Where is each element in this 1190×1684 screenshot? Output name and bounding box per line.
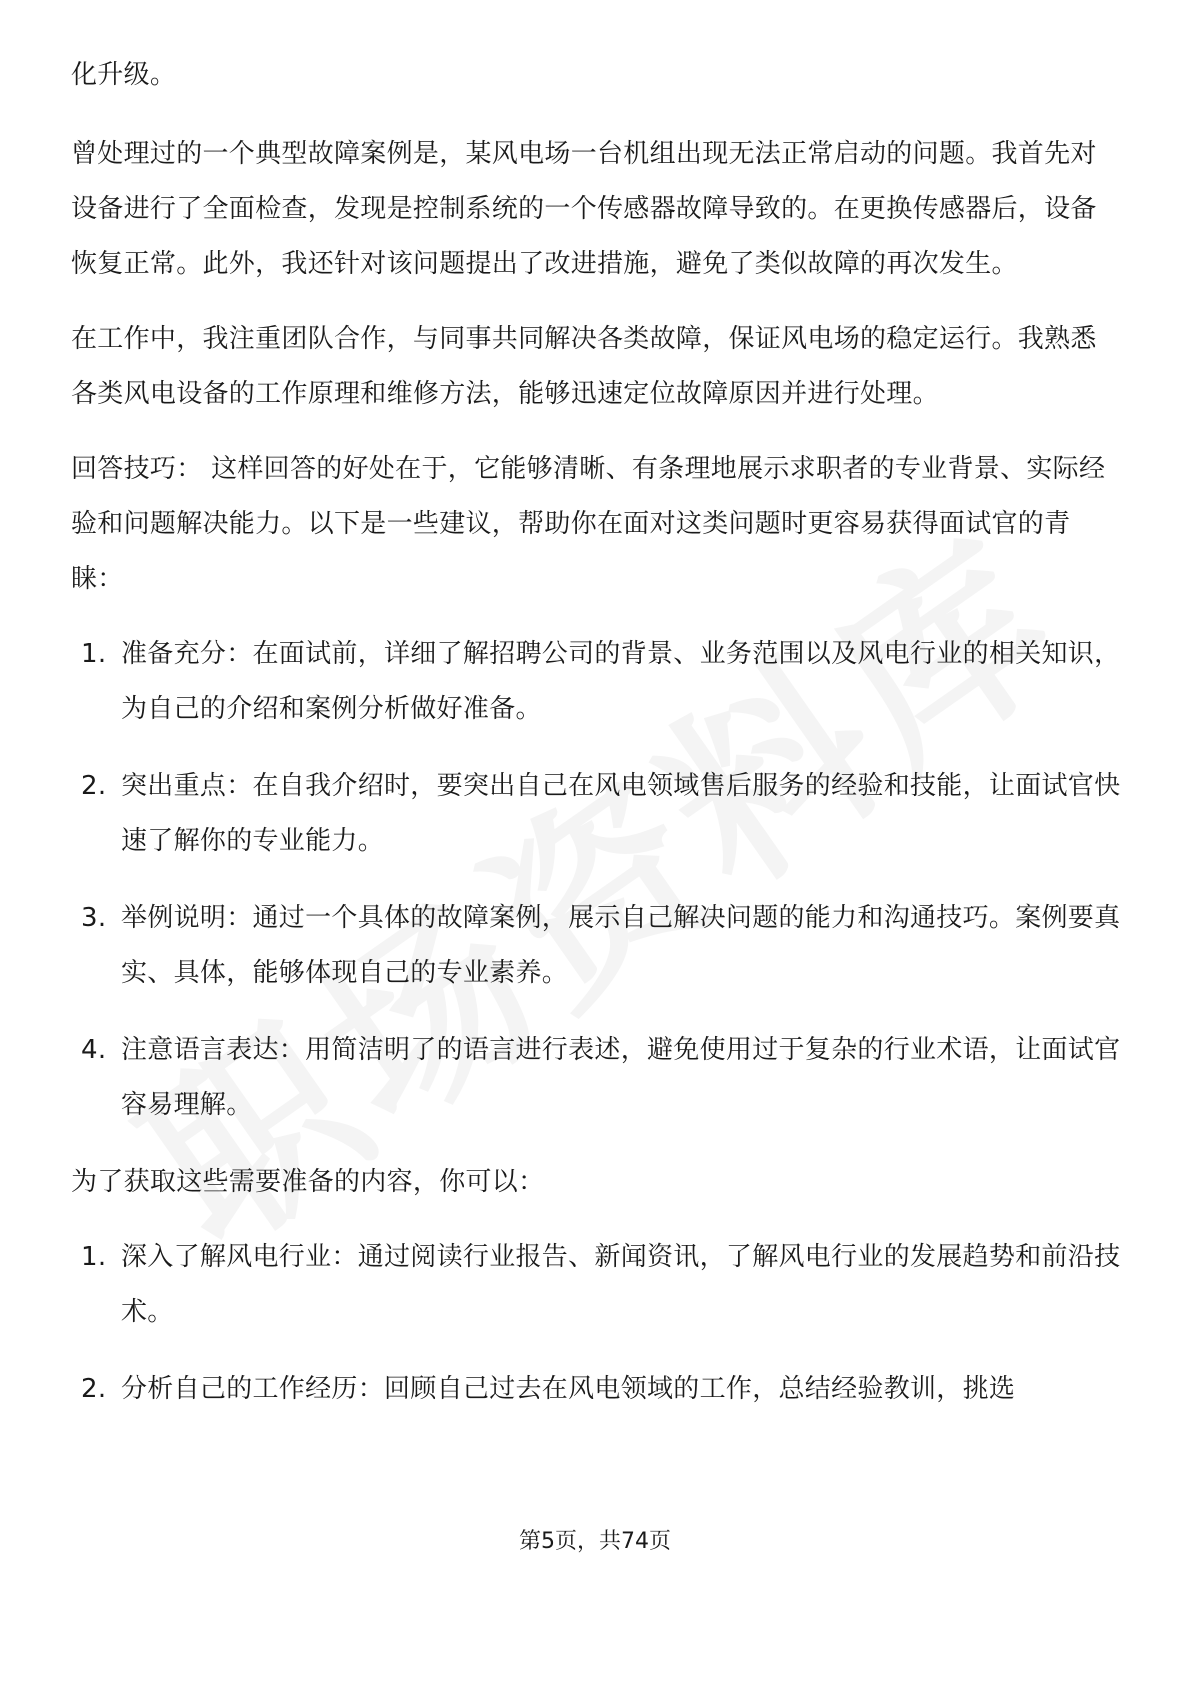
list-number: 1. bbox=[81, 1242, 107, 1272]
list-number: 1. bbox=[81, 639, 107, 669]
list-item bbox=[71, 891, 1121, 1001]
list-number: 2. bbox=[81, 771, 107, 801]
list-text: 注意语言表达：用简洁明了的语言进行表述，避免使用过于复杂的行业术语，让面试官容易理解。 bbox=[121, 1035, 1121, 1120]
list-item bbox=[71, 759, 1121, 869]
list-item bbox=[71, 1230, 1121, 1340]
document-body bbox=[71, 48, 1121, 1439]
tips-list bbox=[71, 627, 1121, 1133]
paragraph-continuation: 化升级。 bbox=[71, 60, 177, 90]
list-number: 4. bbox=[81, 1035, 107, 1065]
list-text: 举例说明：通过一个具体的故障案例，展示自己解决问题的能力和沟通技巧。案例要真实、具体，能够体现自己的专业素养。 bbox=[121, 903, 1121, 988]
paragraph-answer-tips: 回答技巧： 这样回答的好处在于，它能够清晰、有条理地展示求职者的专业背景、实际经验和问题解决能力。以下是一些建议，帮助你在面对这类问题时更容易获得面试官的青睐： bbox=[71, 454, 1106, 594]
list-text: 准备充分：在面试前，详细了解招聘公司的背景、业务范围以及风电行业的相关知识，为自己的介绍和案例分析做好准备。 bbox=[121, 639, 1121, 724]
list-item bbox=[71, 1023, 1121, 1133]
paragraph-fault-case: 曾处理过的一个典型故障案例是，某风电场一台机组出现无法正常启动的问题。我首先对设备进行了全面检查，发现是控制系统的一个传感器故障导致的。在更换传感器后，设备恢复正常。此外，我还针对该问题提出了改进措施，避免了类似故障的再次发生。 bbox=[71, 139, 1097, 279]
list-number: 2. bbox=[81, 1374, 107, 1404]
list-text: 分析自己的工作经历：回顾自己过去在风电领域的工作，总结经验教训，挑选 bbox=[121, 1374, 1016, 1404]
page-footer: 第5页，共74页 bbox=[519, 1529, 671, 1554]
list-item bbox=[71, 1362, 1121, 1417]
list-item bbox=[71, 627, 1121, 737]
list-text: 突出重点：在自我介绍时，要突出自己在风电领域售后服务的经验和技能，让面试官快速了解你的专业能力。 bbox=[121, 771, 1121, 856]
paragraph-teamwork: 在工作中，我注重团队合作，与同事共同解决各类故障，保证风电场的稳定运行。我熟悉各类风电设备的工作原理和维修方法，能够迅速定位故障原因并进行处理。 bbox=[71, 324, 1097, 409]
paragraph-prep-intro: 为了获取这些需要准备的内容，你可以： bbox=[71, 1167, 545, 1197]
list-text: 深入了解风电行业：通过阅读行业报告、新闻资讯，了解风电行业的发展趋势和前沿技术。 bbox=[121, 1242, 1121, 1327]
list-number: 3. bbox=[81, 903, 107, 933]
prep-list bbox=[71, 1230, 1121, 1417]
